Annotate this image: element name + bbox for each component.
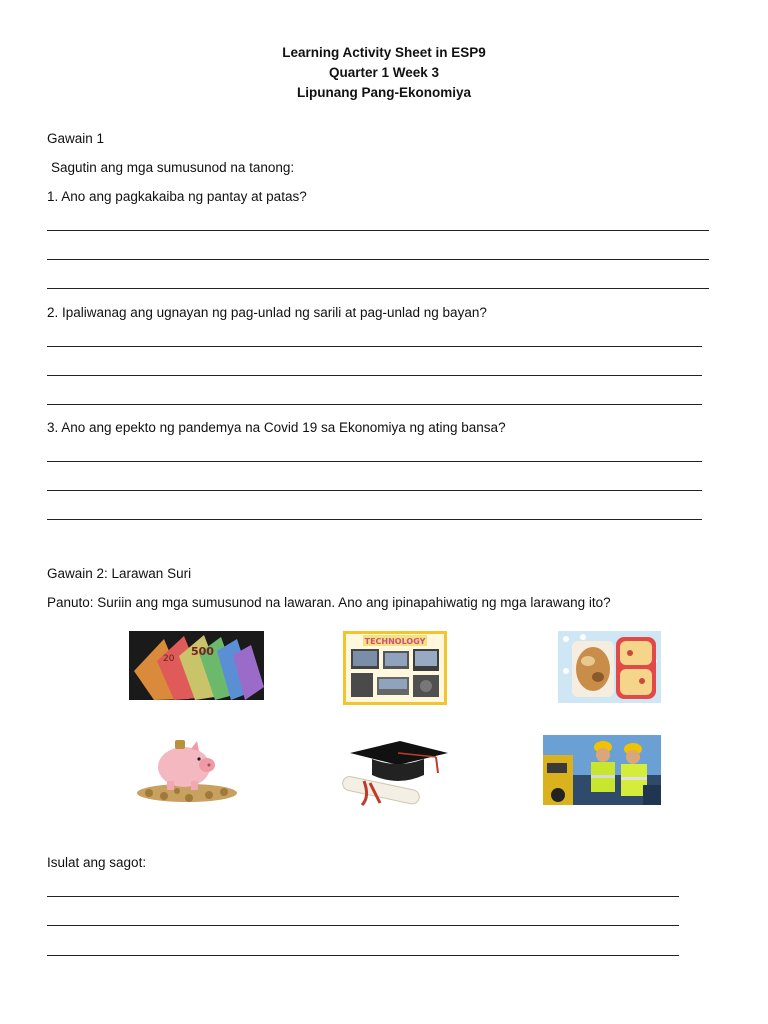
technology-image [343, 631, 447, 705]
gawain1-heading: Gawain 1 [47, 131, 105, 146]
gawain1-instruction: Sagutin ang mga sumusunod na tanong: [51, 160, 295, 175]
question-1: 1. Ano ang pagkakaiba ng pantay at patas? [47, 189, 307, 204]
answer-line[interactable] [47, 896, 679, 897]
sheet-title: Learning Activity Sheet in ESP9 [282, 45, 486, 60]
question-2: 2. Ipaliwanag ang ugnayan ng pag-unlad ng sarili at pag-unlad ng bayan? [47, 305, 487, 320]
svg-text:20: 20 [163, 654, 175, 664]
piggy-bank-image [129, 735, 246, 805]
question-3: 3. Ano ang epekto ng pandemya na Covid 19 sa Ekonomiya ng ating bansa? [47, 420, 506, 435]
answer-line[interactable] [47, 259, 709, 260]
answer-line[interactable] [47, 346, 702, 347]
gawain2-heading: Gawain 2: Larawan Suri [47, 566, 192, 581]
answer-line[interactable] [47, 404, 702, 405]
answer-line[interactable] [47, 288, 709, 289]
answer-line[interactable] [47, 375, 702, 376]
answer-line[interactable] [47, 230, 709, 231]
construction-workers-image [543, 735, 661, 805]
answer-line[interactable] [47, 955, 679, 956]
answer-line[interactable] [47, 519, 702, 520]
answer-label: Isulat ang sagot: [47, 855, 147, 870]
money-image [129, 631, 264, 700]
answer-line[interactable] [47, 461, 702, 462]
gawain2-instruction: Panuto: Suriin ang mga sumusunod na lawaran. Ano ang ipinapahiwatig ng mga larawang ito? [47, 595, 611, 610]
tech-banner-text: TECHNOLOGY [364, 637, 426, 646]
svg-text:500: 500 [191, 645, 214, 658]
sheet-subtitle: Lipunang Pang-Ekonomiya [296, 85, 471, 100]
graduation-cap-image [340, 739, 452, 808]
answer-line[interactable] [47, 925, 679, 926]
food-image [558, 631, 661, 703]
answer-line[interactable] [47, 490, 702, 491]
sheet-quarter: Quarter 1 Week 3 [328, 65, 440, 80]
title-block [0, 43, 768, 103]
